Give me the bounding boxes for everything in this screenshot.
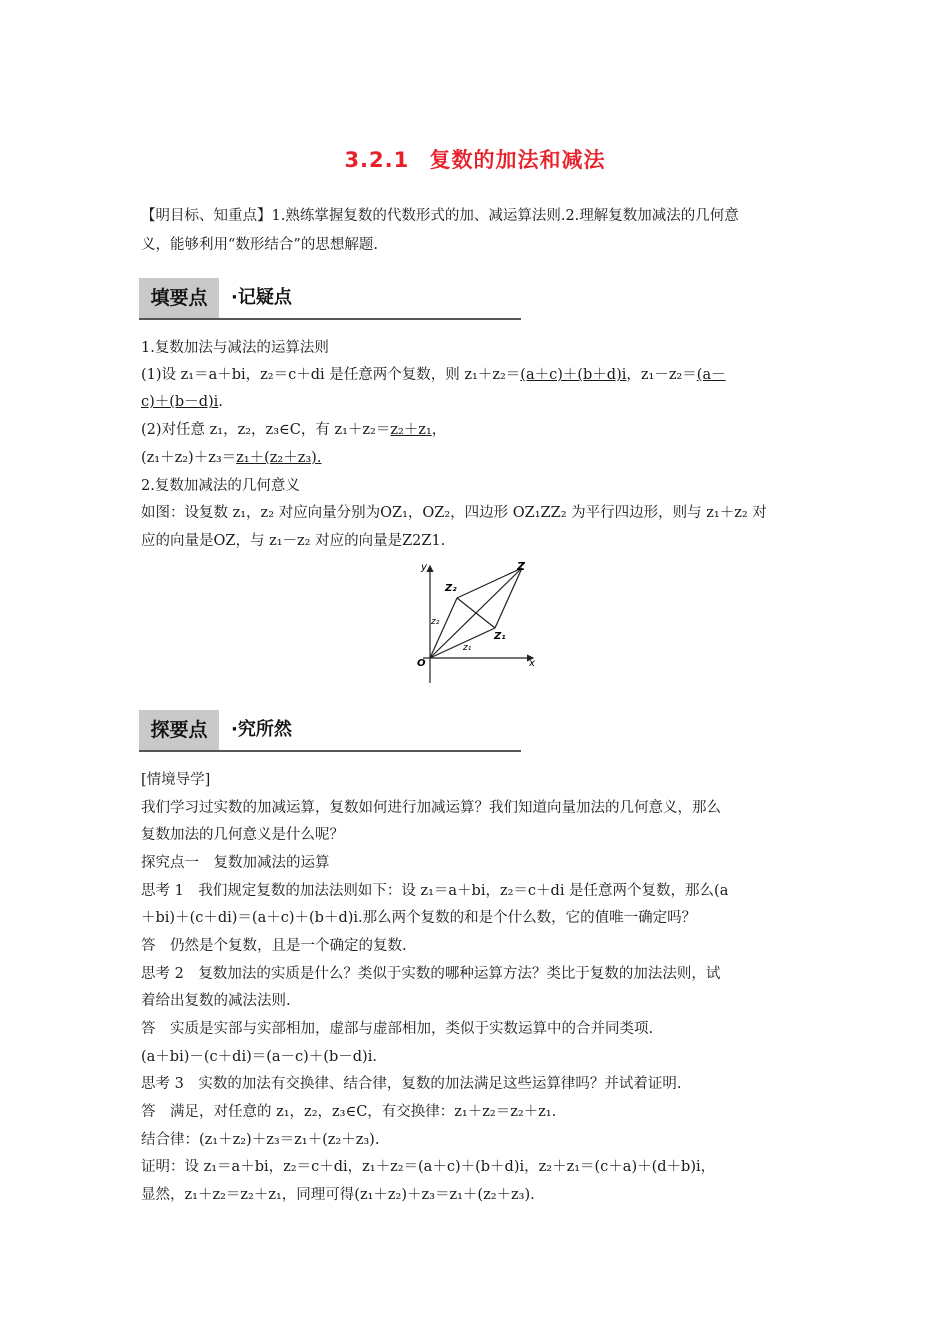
y-axis-label: y bbox=[421, 562, 427, 573]
text-run: ， bbox=[431, 422, 447, 438]
rule-line-3 bbox=[141, 420, 821, 440]
objectives-line-2: 义，能够利用“数形结合”的思想解题. bbox=[141, 237, 378, 253]
rule-heading: 1.复数加法与减法的运算法则 bbox=[141, 340, 329, 356]
paragraph-line: 思考 3 实数的加法有交换律、结合律，复数的加法满足这些运算律吗？并试着证明. bbox=[141, 1076, 682, 1092]
rule-line-4 bbox=[141, 448, 821, 468]
point-z1-label: Z₁ bbox=[494, 631, 506, 642]
answer-blank: z₁＋(z₂＋z₃). bbox=[236, 450, 322, 466]
paragraph-line: 证明：设 z₁＝a＋bi，z₂＝c＋di，z₁＋z₂＝(a＋c)＋(b＋d)i，z₂＋z₁＝(c＋a)＋(d＋b)i， bbox=[141, 1159, 716, 1175]
section-sublabel: ·究所然 bbox=[231, 719, 292, 740]
side-z1-label: z₁ bbox=[463, 643, 472, 653]
text-run: (z₁＋z₂)＋z₃＝ bbox=[141, 450, 237, 466]
geometry-heading: 2.复数加减法的几何意义 bbox=[141, 478, 300, 494]
answer-blank: c)＋(b－d)i bbox=[141, 394, 219, 410]
title-number: 3.2.1 bbox=[344, 148, 410, 172]
paragraph-line: ＋bi)＋(c＋di)＝(a＋c)＋(b＋d)i.那么两个复数的和是个什么数，它的值唯一确定吗？ bbox=[141, 910, 697, 926]
paragraph-line: 探究点一 复数加减法的运算 bbox=[141, 855, 330, 871]
text-run: . bbox=[218, 394, 223, 410]
text-run: ，z₁－z₂＝ bbox=[626, 367, 697, 383]
paragraph-line: 着给出复数的减法法则. bbox=[141, 993, 291, 1009]
paragraph-line: [情境导学] bbox=[141, 772, 211, 788]
parallelogram-figure bbox=[405, 558, 545, 688]
answer-blank: (a＋c)＋(b＋d)i bbox=[520, 367, 627, 383]
point-z-label: Z bbox=[517, 560, 525, 573]
geometry-line-2: 应的向量是OZ，与 z₁－z₂ 对应的向量是Z2Z1. bbox=[141, 533, 446, 549]
text-run: (1)设 z₁＝a＋bi，z₂＝c＋di 是任意两个复数，则 z₁＋z₂＝ bbox=[141, 367, 521, 383]
paragraph-line: 结合律：(z₁＋z₂)＋z₃＝z₁＋(z₂＋z₃). bbox=[141, 1132, 380, 1148]
text-run: (2)对任意 z₁，z₂，z₃∈C，有 z₁＋z₂＝ bbox=[141, 422, 391, 438]
paragraph-line: (a＋bi)－(c＋di)＝(a－c)＋(b－d)i. bbox=[141, 1049, 377, 1065]
paragraph-line: 思考 2 复数加法的实质是什么？类似于实数的哪种运算方法？类比于复数的加法法则，试 bbox=[141, 966, 721, 982]
paragraph-line: 答 满足，对任意的 z₁，z₂，z₃∈C，有交换律：z₁＋z₂＝z₂＋z₁. bbox=[141, 1104, 557, 1120]
paragraph-line: 思考 1 我们规定复数的加法法则如下：设 z₁＝a＋bi，z₂＝c＋di 是任意两个复数，那么(a bbox=[141, 883, 729, 899]
answer-blank: (a－ bbox=[696, 367, 726, 383]
vector-oz2 bbox=[430, 598, 457, 658]
section-sublabel: ·记疑点 bbox=[231, 287, 292, 308]
answer-blank: z₂＋z₁ bbox=[390, 422, 432, 438]
section-label-box: 填要点 bbox=[139, 278, 219, 318]
paragraph-line: 答 仍然是个复数，且是一个确定的复数. bbox=[141, 938, 407, 954]
page-title bbox=[0, 144, 950, 174]
point-z2-label: Z₂ bbox=[445, 583, 457, 594]
side-z2-label: z₂ bbox=[431, 617, 440, 627]
rule-line-1 bbox=[141, 365, 821, 385]
paragraph-line: 显然，z₁＋z₂＝z₂＋z₁，同理可得(z₁＋z₂)＋z₃＝z₁＋(z₂＋z₃). bbox=[141, 1187, 535, 1203]
paragraph-line: 我们学习过实数的加减运算，复数如何进行加减运算？我们知道向量加法的几何意义，那么 bbox=[141, 800, 721, 816]
origin-label: O bbox=[417, 658, 426, 669]
rule-line-2 bbox=[141, 392, 821, 412]
paragraph-line: 答 实质是实部与实部相加，虚部与虚部相加，类似于实数运算中的合并同类项. bbox=[141, 1021, 654, 1037]
section-header-fill-points bbox=[139, 278, 521, 320]
x-axis-label: x bbox=[529, 658, 535, 669]
section-header-explore bbox=[139, 710, 521, 752]
paragraph-line: 复数加法的几何意义是什么呢？ bbox=[141, 827, 344, 843]
section-label-box: 探要点 bbox=[139, 710, 219, 750]
objectives-line-1: 【明目标、知重点】1.熟练掌握复数的代数形式的加、减运算法则.2.理解复数加减法的几何意 bbox=[141, 208, 739, 224]
side-z2z bbox=[457, 568, 522, 598]
side-z1z bbox=[495, 568, 522, 628]
title-text: 复数的加法和减法 bbox=[429, 148, 606, 172]
geometry-line-1: 如图：设复数 z₁，z₂ 对应向量分别为OZ₁，OZ₂，四边形 OZ₁ZZ₂ 为平行四边形，则与 z₁＋z₂ 对 bbox=[141, 505, 767, 521]
diagonal-z2z1 bbox=[457, 598, 495, 628]
